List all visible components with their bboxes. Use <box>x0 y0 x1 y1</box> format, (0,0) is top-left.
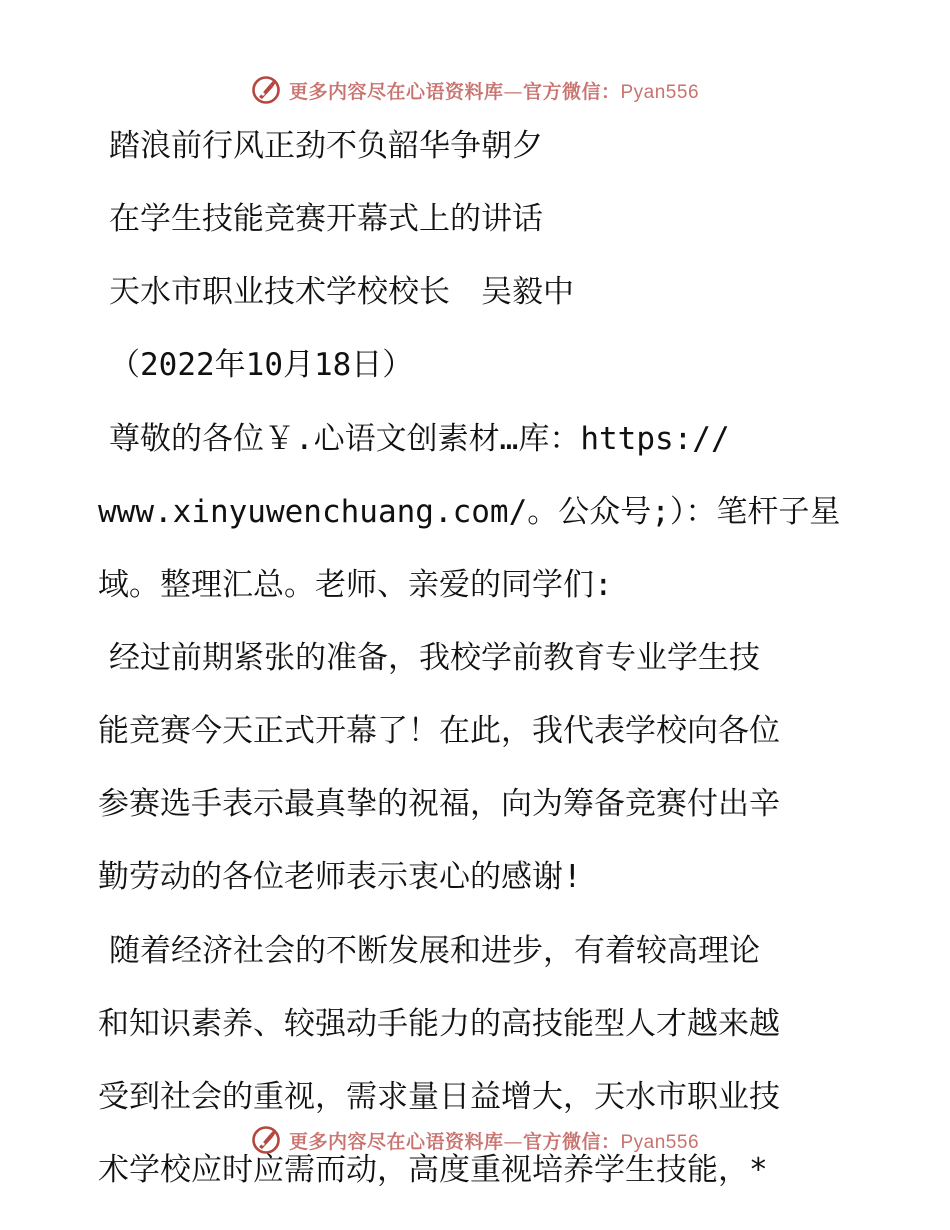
document-title: 踏浪前行风正劲不负韶华争朝夕 <box>109 128 543 164</box>
paragraph-line: 能竞赛今天正式开幕了！在此，我代表学校向各位 <box>98 713 780 749</box>
banner-contact-handle: Pyan556 <box>620 1131 700 1153</box>
paragraph-line: 参赛选手表示最真挚的祝福，向为筹备竞赛付出辛 <box>98 786 780 822</box>
banner-contact-label: 官方微信： <box>522 1130 621 1153</box>
paragraph-line: 勤劳动的各位老师表示衷心的感谢! <box>98 859 582 895</box>
banner-site-name: 更多内容尽在心语资料库 <box>288 1130 504 1153</box>
paragraph-line: 经过前期紧张的准备，我校学前教育专业学生技 <box>109 640 760 676</box>
pen-circle-logo-icon <box>251 75 281 105</box>
document-date: （2022年10月18日） <box>109 347 414 383</box>
paragraph-line: 域。整理汇总。老师、亲爱的同学们: <box>98 567 613 603</box>
paragraph-line: 受到社会的重视，需求量日益增大，天水市职业技 <box>98 1079 780 1115</box>
pen-circle-logo-icon <box>251 1125 281 1155</box>
paragraph-line: www.xinyuwenchuang.com/。公众号;）：笔杆子星 <box>98 494 841 530</box>
header-banner <box>0 70 950 110</box>
footer-banner <box>0 1120 950 1160</box>
banner-separator: — <box>503 80 523 103</box>
banner-site-name: 更多内容尽在心语资料库 <box>288 80 504 103</box>
banner-contact-handle: Pyan556 <box>620 81 700 103</box>
paragraph-line: 随着经济社会的不断发展和进步，有着较高理论 <box>109 933 760 969</box>
banner-separator: — <box>503 1130 523 1153</box>
paragraph-line: 术学校应时应需而动，高度重视培养学生技能，* <box>98 1152 768 1188</box>
document-body <box>98 118 858 1188</box>
paragraph-line: 和知识素养、较强动手能力的高技能型人才越来越 <box>98 1006 780 1042</box>
document-author: 天水市职业技术学校校长 吴毅中 <box>109 274 574 310</box>
paragraph-line: 尊敬的各位￥.心语文创素材…库：https:// <box>109 421 730 457</box>
banner-contact-label: 官方微信： <box>522 80 621 103</box>
document-subtitle: 在学生技能竞赛开幕式上的讲话 <box>109 201 543 237</box>
